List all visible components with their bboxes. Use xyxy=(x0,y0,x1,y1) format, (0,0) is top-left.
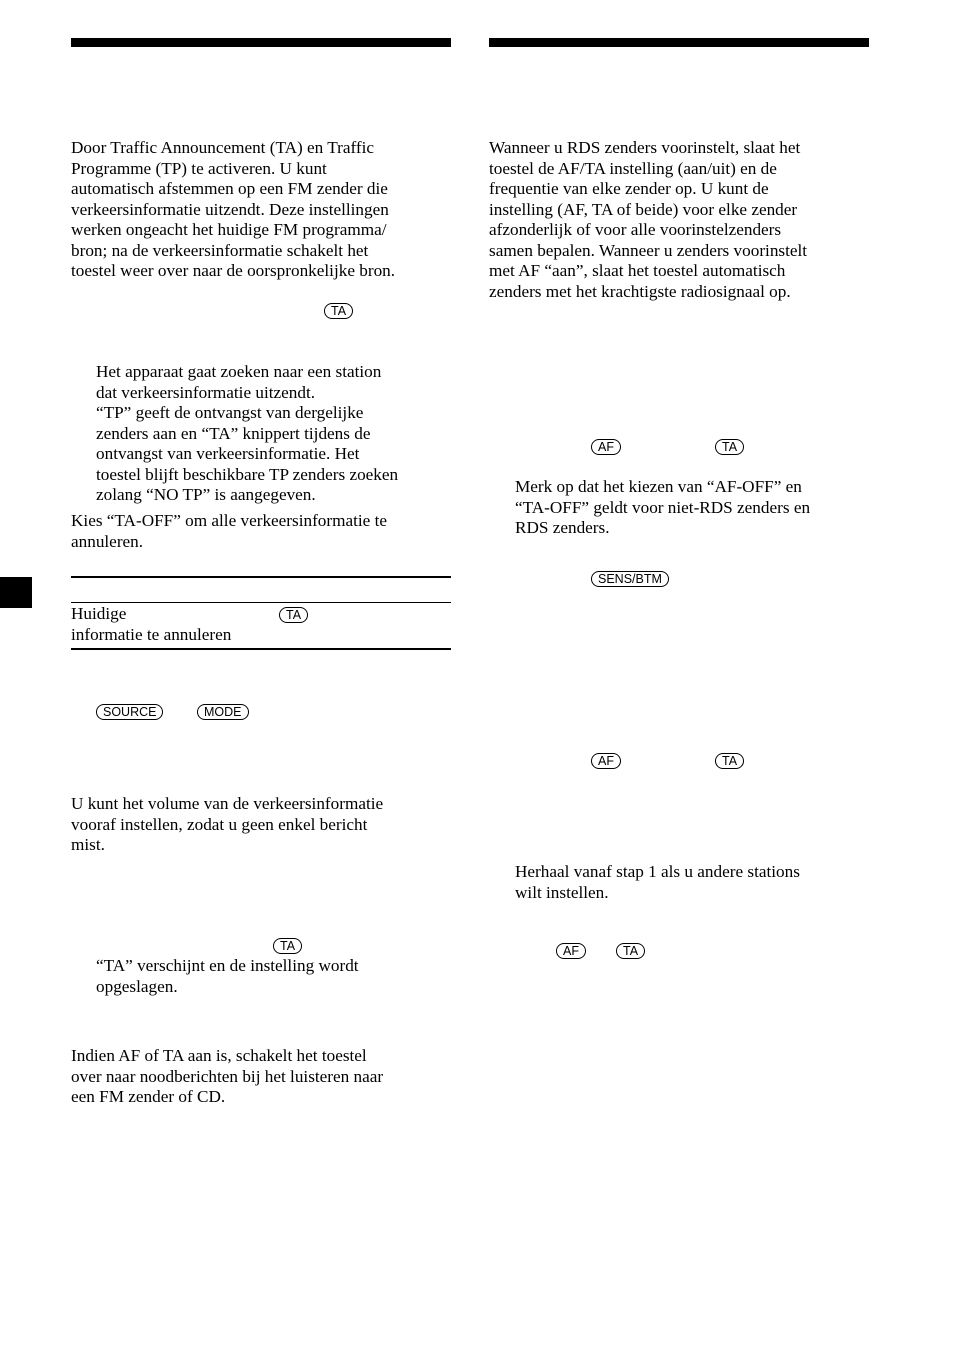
right-header-bar xyxy=(489,38,869,47)
af-key: AF xyxy=(591,439,621,455)
left-header-bar xyxy=(71,38,451,47)
table-bottom-rule xyxy=(71,648,451,650)
ta-key-right: TA xyxy=(715,439,744,455)
left-volume-paragraph: U kunt het volume van de verkeersinformatie vooraf instellen, zodat u geen enkel bericht mist. xyxy=(71,794,384,854)
table-header-rule xyxy=(71,602,451,603)
section-tab-marker xyxy=(0,577,32,608)
table-top-rule xyxy=(71,576,451,578)
left-emergency-paragraph: Indien AF of TA aan is, schakelt het toestel over naar noodberichten bij het luisteren naar een FM zender of CD. xyxy=(71,1046,384,1106)
af-key-2: AF xyxy=(591,753,621,769)
left-volume-note: “TA” verschijnt en de instelling wordt opgeslagen. xyxy=(96,956,359,996)
table-row-label: Huidige informatie te annuleren xyxy=(71,604,232,644)
right-intro-paragraph: Wanneer u RDS zenders voorinstelt, slaat het toestel de AF/TA instelling (aan/uit) en de frequentie van elke zender op. U kunt de instelling (AF, TA of beide) voor elke zender afzonderlijk of voor alle voorinstelzenders samen bepalen. Wanneer u zenders voorinstelt met AF “aan”, slaat het toestel automatisch zenders met het krachtigste radiosignaal op. xyxy=(489,138,808,301)
left-intro-paragraph: Door Traffic Announcement (TA) en Traffic Programme (TP) te activeren. U kunt automatisch afstemmen op een FM zender die verkeersinformatie uitzendt. Deze instellingen werken ongeacht het huidige FM programma/ bron; na de verkeersinformatie schakelt het toestel weer over naar de oorspronkelijke bron. xyxy=(71,138,396,280)
source-key: SOURCE xyxy=(96,704,163,720)
volume-ta-key: TA xyxy=(273,938,302,954)
ta-key-2: TA xyxy=(715,753,744,769)
right-repeat-paragraph: Herhaal vanaf stap 1 als u andere stations wilt instellen. xyxy=(515,862,800,902)
left-cancel-paragraph: Kies “TA-OFF” om alle verkeersinformatie te annuleren. xyxy=(71,511,388,551)
left-step-note: Het apparaat gaat zoeken naar een station dat verkeersinformatie uitzendt. “TP” geeft de ontvangst van dergelijke zenders aan en “TA” knippert tijdens de ontvangst van verkeersinformatie. Het toestel blijft beschikbare TP zenders zoeken zolang “NO TP” is aangegeven. xyxy=(96,362,399,504)
ta-key-3: TA xyxy=(616,943,645,959)
sens-btm-key: SENS/BTM xyxy=(591,571,669,587)
mode-key: MODE xyxy=(197,704,249,720)
af-key-3: AF xyxy=(556,943,586,959)
table-ta-key: TA xyxy=(279,607,308,623)
right-note-paragraph: Merk op dat het kiezen van “AF-OFF” en “TA-OFF” geldt voor niet-RDS zenders en RDS zenders. xyxy=(515,477,811,537)
ta-key: TA xyxy=(324,303,353,319)
